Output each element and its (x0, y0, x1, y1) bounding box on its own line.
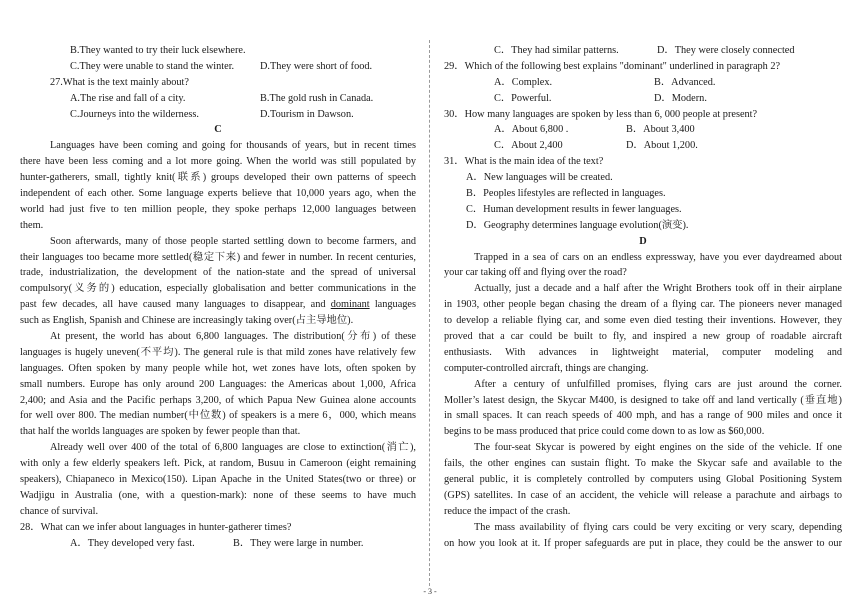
passage-c-paragraph-3 (20, 329, 416, 440)
option-a: A．They developed very fast. (70, 537, 195, 549)
text-line: At present, the world has about 6,800 languages. The distribution(分布) of these (50, 331, 416, 343)
option-pair (444, 91, 842, 107)
text-line: fails, the other engines can sustain flight. To make the Skycar safe and available to the (444, 458, 842, 470)
text-line: them. (20, 219, 44, 231)
text-line: with only a few elderly speakers left. Pick, at random, Busuu in Cameroon (eight remaining (20, 458, 416, 470)
section-heading-d: D (639, 235, 647, 247)
section-heading-c: C (214, 124, 222, 136)
option-c: C．Human development results in fewer languages. (466, 203, 682, 215)
text-line: in 1903, other people began chasing the dream of a flying car. The pioneers never managed (444, 299, 842, 311)
text-line: in small spaces. It can reach speeds of 400 mph, and has a range of 900 miles and once it (444, 410, 842, 422)
page-number: - 3 - (423, 587, 437, 596)
text-line: reduce the impact of the crash. (444, 505, 571, 517)
text-line: their languages too became more settled(稳定下来) and fewer in number. In recent centuries, (20, 251, 416, 263)
option-pair (444, 43, 842, 59)
option-pair (20, 107, 416, 123)
option-c: C.Journeys into the wilderness. (70, 108, 199, 120)
passage-c-paragraph-4 (20, 440, 416, 519)
text-line: Trapped in a sea of cars on an endless expressway, have you ever daydreamed about (474, 251, 842, 263)
text-line: your car taking off and flying over the road? (444, 267, 627, 279)
text-line: The mass availability of flying cars could be very exciting or very scary, depending (474, 521, 842, 533)
passage-d-paragraph-2 (444, 281, 842, 376)
text-line: trade, industrialization, the development of the nation-state and the spread of universal (20, 267, 416, 279)
text-line: there have been less coming and a lot more going. When the world was still populated by (20, 156, 416, 168)
option-b: B．They were large in number. (233, 537, 364, 549)
option-a: A.The rise and fall of a city. (70, 92, 186, 104)
text-line: (GPS) satellites. In case of an accident, the vehicle will release a parachute and airbags to (444, 489, 842, 501)
passage-d-paragraph-5 (444, 520, 842, 552)
text-line: Actually, just a decade and a half after the Wright Brothers took off in their airplane (474, 283, 842, 295)
text-segment: languages (369, 299, 416, 311)
text-line: languages is hugely uneven(不平均). The general rule is that mild zones have relatively few (20, 346, 416, 358)
text-line: that half the worlds languages are spoken by fewer people than that. (20, 426, 301, 438)
option-pair (444, 122, 842, 138)
text-line: such as English, Spanish and Chinese are increasingly taking over(占主导地位). (20, 315, 354, 327)
text-line: to develop a reliable flying car, and some even died testing their inventions. However, they (444, 315, 842, 327)
option-c: C.They were unable to stand the winter. (70, 60, 235, 72)
option-c: C．About 2,400 (494, 140, 563, 152)
text-line (20, 297, 416, 313)
option-pair (20, 91, 416, 107)
question-30: 30．How many languages are spoken by less than 6, 000 people at present? (444, 108, 758, 120)
text-line: Moller’s latest design, the Skycar M400, is designed to take off and land vertically (垂直地) (444, 394, 842, 406)
passage-d-paragraph-1 (444, 250, 842, 282)
text-line: for well over 800. The median number(中位数) of speakers is a mere 6，000, which means (20, 410, 416, 422)
passage-c-paragraph-1 (20, 138, 416, 233)
option-pair (444, 138, 842, 154)
question-29: 29．Which of the following best explains "dominant" underlined in paragraph 2? (444, 60, 781, 72)
option-b: B．Peoples lifestyles are reflected in languages. (466, 188, 666, 200)
underlined-word-dominant: dominant (330, 299, 370, 311)
option-a: A．Complex. (494, 76, 553, 88)
column-divider (429, 40, 430, 586)
option-b: B．About 3,400 (626, 124, 695, 136)
option-d: D．Geography determines language evolution(演变). (466, 219, 689, 231)
option-d: D.Tourism in Dawson. (260, 108, 354, 120)
option-pair (444, 75, 842, 91)
text-line: on how you look at it. If proper safeguards are put in place, they could be the answer to our (444, 537, 842, 549)
text-line: enthusiasts. With advances in lightweight material, computer modeling and (444, 346, 842, 358)
option-c: C．Powerful. (494, 92, 552, 104)
question-27: 27.What is the text mainly about? (50, 76, 189, 88)
question-28: 28．What can we infer about languages in hunter-gatherer times? (20, 521, 292, 533)
text-line: proved that a car could be built to fly, and inspired a new group of roadable aircraft (444, 331, 842, 343)
text-line: chance of survival. (20, 505, 99, 517)
text-line: 2,400; and Asia and the Pacific perhaps 3,200, of which Papua New Guinea alone accounts (20, 394, 416, 406)
option-c: C．They had similar patterns. (494, 45, 619, 56)
option-d: D．About 1,200. (626, 140, 698, 152)
text-line: The four-seat Skycar is powered by eight engines on the side of the vehicle. If one (474, 442, 842, 454)
text-line: hunter-gatherers, small, tightly knit(联系) groups developed their own patterns of speech (20, 172, 416, 184)
text-line: world had just five to ten million people, they spoke perhaps 12,000 languages between (20, 203, 416, 215)
text-line: Soon afterwards, many of those people started settling down to become farmers, and (50, 235, 416, 247)
option-b: B．Advanced. (654, 76, 716, 88)
text-line: general public, it is completely controlled by computers using Global Positioning System (444, 474, 842, 486)
option-d: D.They were short of food. (260, 60, 373, 72)
question-31: 31．What is the main idea of the text? (444, 156, 604, 168)
option-b: B.The gold rush in Canada. (260, 92, 374, 104)
option-a: A．New languages will be created. (466, 172, 613, 184)
option-a: A．About 6,800 . (494, 124, 569, 136)
option-line: B.They wanted to try their luck elsewhere. (70, 45, 246, 56)
left-column (20, 43, 416, 552)
text-line: After a century of unfulfilled promises, flying cars are just around the corner. (474, 378, 842, 390)
text-line: Already well over 400 of the total of 6,800 languages are close to extinction(消亡), (50, 442, 416, 454)
text-line: compulsory(义务的) education, especially globalisation and better communications in the (20, 283, 416, 295)
text-line: Wadjigu in Australia (one, with a question-mark): none of these seems to have much (20, 489, 416, 501)
text-line: independent of each other. Some language experts believe that 10,000 years ago, when the (20, 188, 416, 200)
text-segment: past few decades, all have caused many languages to disappear, and (20, 299, 331, 311)
passage-d-paragraph-3 (444, 377, 842, 441)
text-line: Languages have been coming and going for thousands of years, but in recent times (50, 140, 416, 152)
text-line: computer-controlled aircraft, things are changing. (444, 362, 649, 374)
option-d: D．They were closely connected (657, 45, 795, 56)
right-column (444, 43, 842, 552)
text-line: begins to be mass produced that price could come down to as low as $60,000. (444, 426, 765, 438)
passage-d-paragraph-4 (444, 440, 842, 519)
option-pair (20, 59, 416, 75)
option-d: D．Modern. (654, 92, 707, 104)
passage-c-paragraph-2 (20, 234, 416, 329)
text-line: speakers), Chiapaneco in Mexico(150). Lipan Apache in the United States(two or three) or (20, 474, 416, 486)
option-pair (20, 536, 416, 552)
text-line: small numbers. Europe has only around 200 Languages: the Americas about 1,000, Africa (20, 378, 416, 390)
text-line: languages. Often spoken by many people while hot, wet zones have lots, often spoken by (20, 362, 416, 374)
